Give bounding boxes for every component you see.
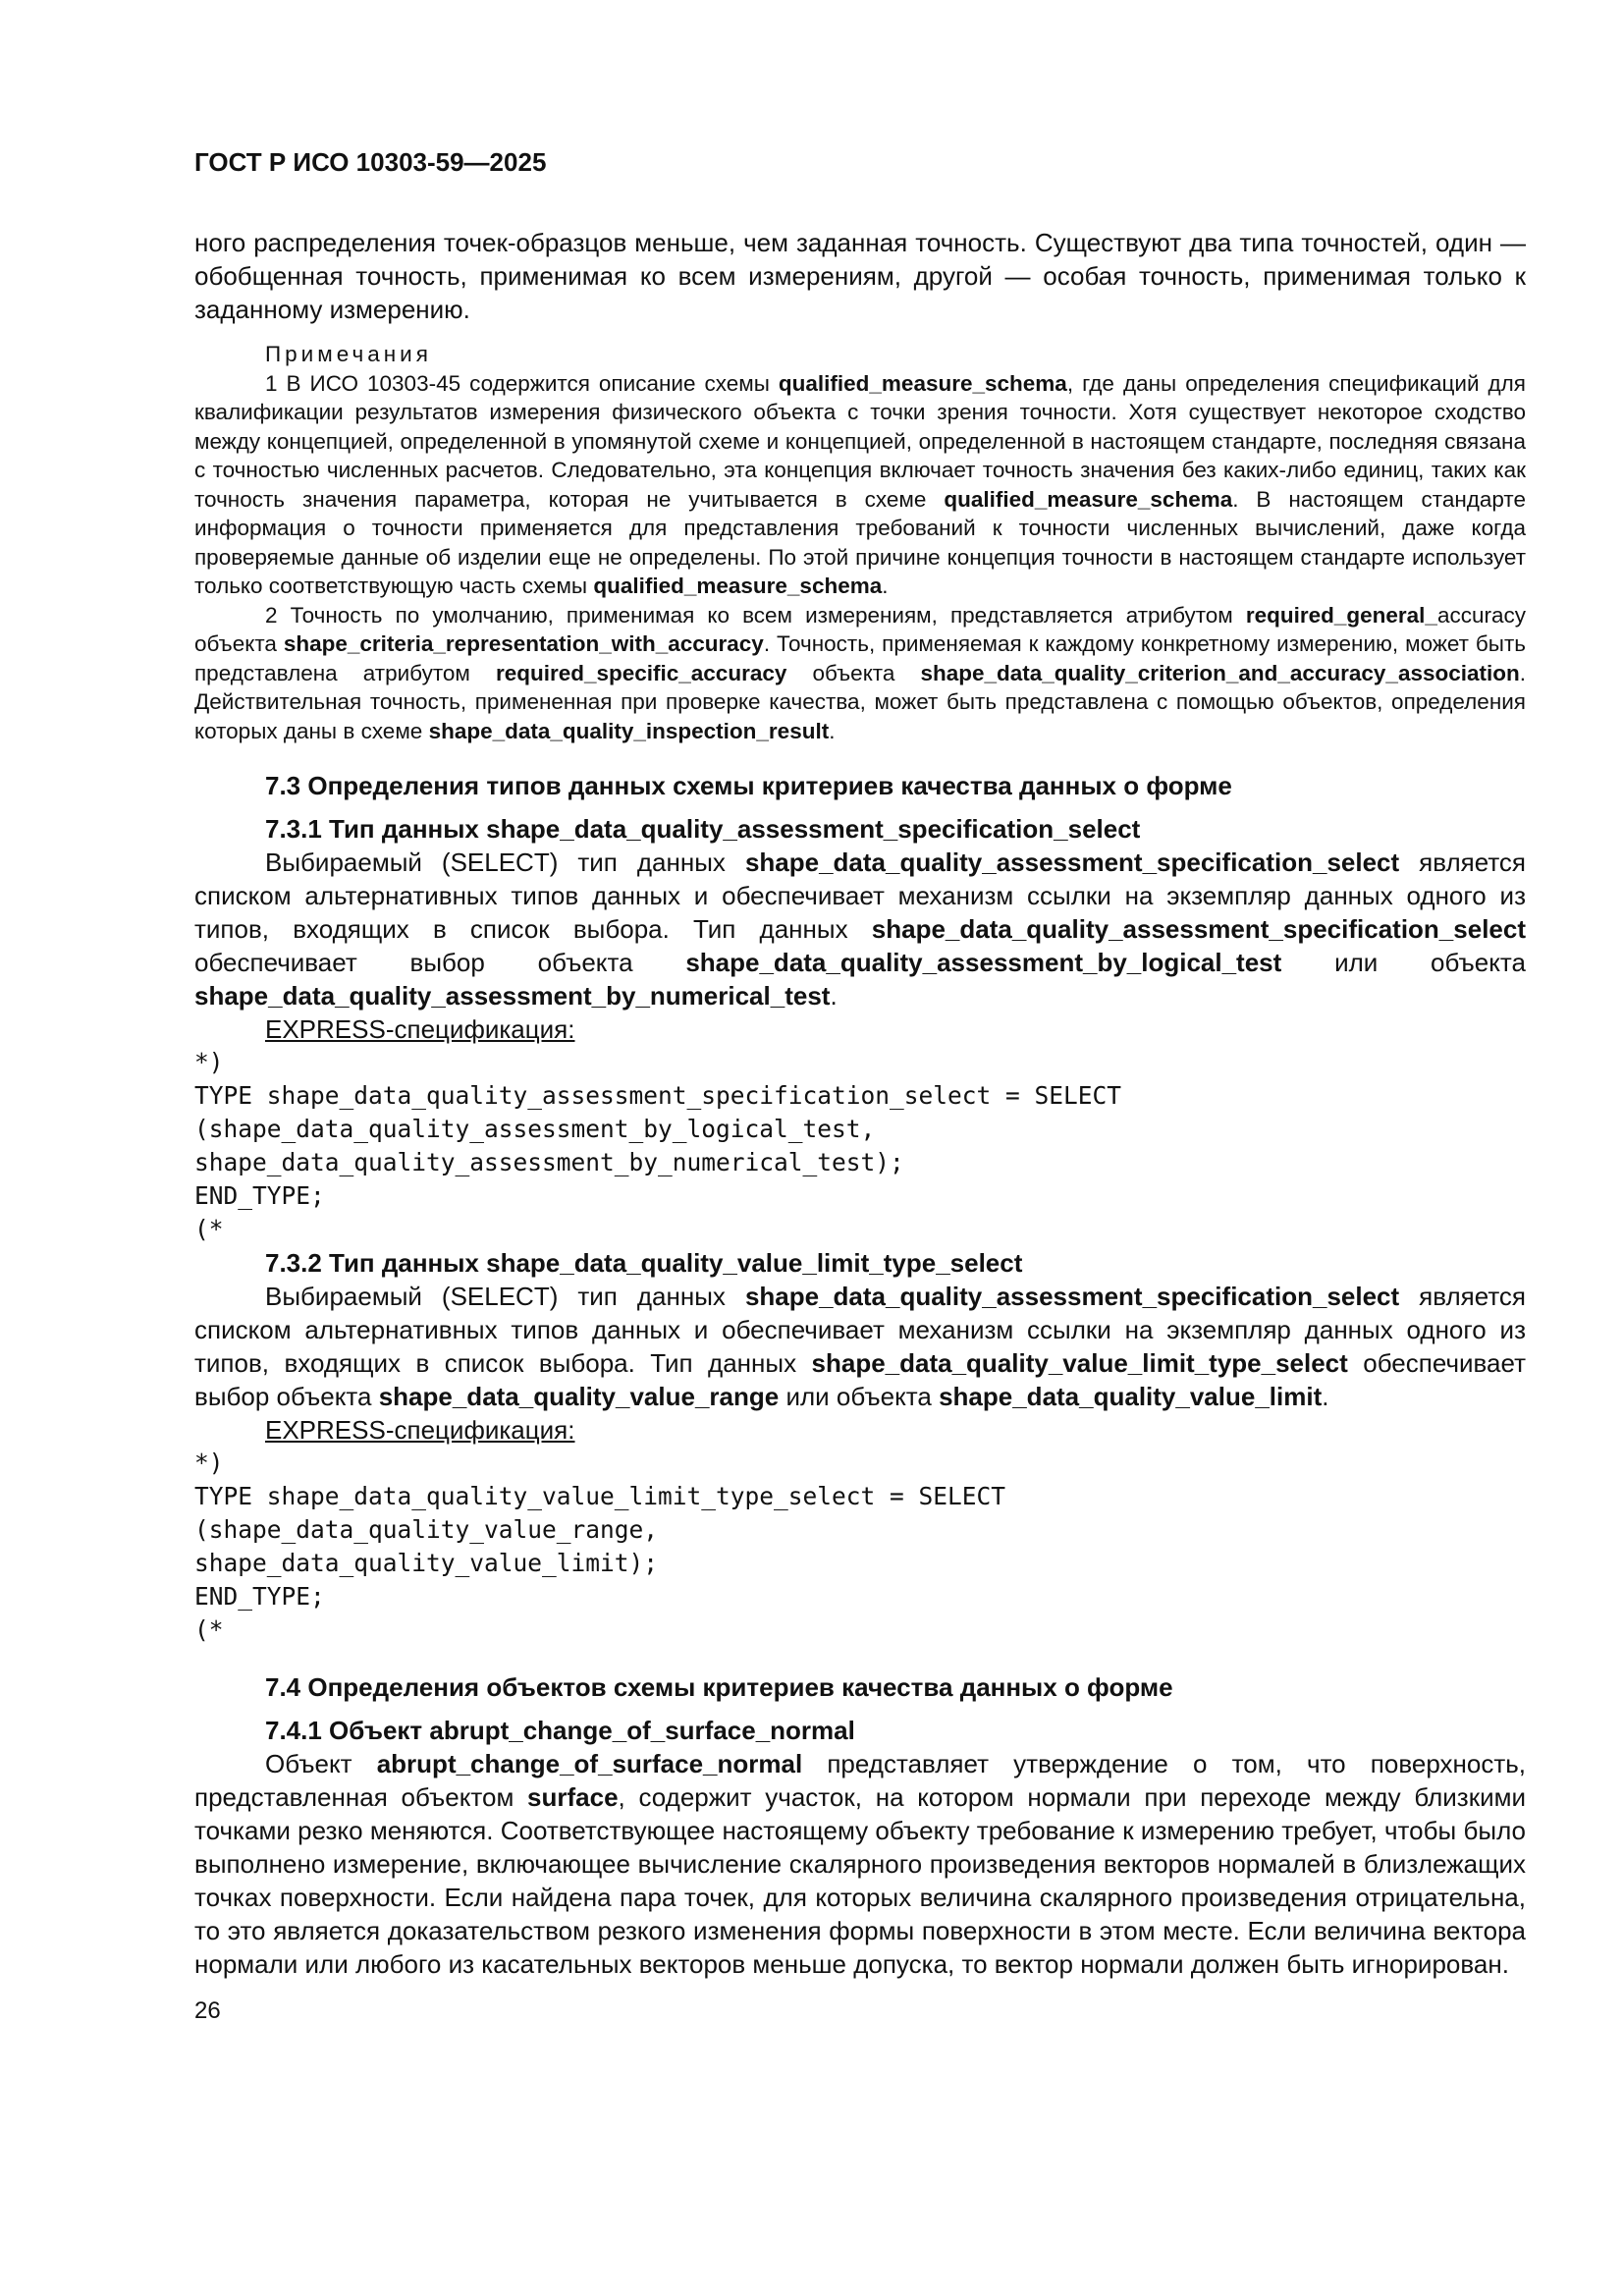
code-line: shape_data_quality_assessment_by_numerical_test); <box>194 1148 904 1176</box>
section-7-3-2-paragraph: Выбираемый (SELECT) тип данных shape_data_quality_assessment_specification_select является списком альтернативных типов данных и обеспечивает механизм ссылки на экземпляр данных одного из типов, входящих в список выбора. Тип данных shape_data_quality_value_limit_type_select обеспечивает выбор объекта shape_data_quality_value_range или объекта shape_data_quality_value_limit. <box>194 1282 1527 1411</box>
section-7-3-2-title: 7.3.2 Тип данных shape_data_quality_value_limit_type_select <box>265 1248 1023 1278</box>
section-7-4-1-title: 7.4.1 Объект abrupt_change_of_surface_normal <box>265 1716 855 1745</box>
note-2: 2 Точность по умолчанию, применимая ко всем измерениям, представляется атрибутом required_general_accuracy объекта shape_criteria_representation_with_accuracy. Точность, применяемая к каждому конкретному измерению, может быть представлена атрибутом required_specific_accuracy объекта shape_data_quality_criterion_and_accuracy_association. Действительная точность, примененная при проверке качества, может быть представлена с помощью объектов, определения которых даны в схеме shape_data_quality_inspection_result. <box>194 602 1526 743</box>
note-1: 1 В ИСО 10303-45 содержится описание схемы qualified_measure_schema, где даны определения спецификаций для квалификации результатов измерения физического объекта с точки зрения точности. Хотя существует некоторое сходство между концепцией, определенной в упомянутой схеме и концепцией, определенной в настоящем стандарте, последняя связана с точностью численных расчетов. Следовательно, эта концепция включает точность значения без каких-либо единиц, таких как точность значения параметра, которая не учитывается в схеме qualified_measure_schema. В настоящем стандарте информация о точности применяется для представления требований к точности численных вычислений, даже когда проверяемые данные об изделии еще не определены. По этой причине концепция точности в настоящем стандарте использует только соответствующую часть схемы qualified_measure_schema. <box>194 370 1526 598</box>
express-spec-label-1: EXPRESS-спецификация: <box>265 1014 575 1044</box>
code-line: shape_data_quality_value_limit); <box>194 1549 659 1577</box>
express-code-block-1 <box>194 1046 1526 1246</box>
code-line: *) <box>194 1048 224 1076</box>
document-page <box>194 147 1526 2028</box>
code-line: *) <box>194 1449 224 1477</box>
section-7-4-1-paragraph: Объект abrupt_change_of_surface_normal представляет утверждение о том, что поверхность, представленная объектом surface, содержит участок, на котором нормали при переходе между близкими точками резко меняются. Соответствующее настоящему объекту требование к измерению требует, чтобы было выполнено измерение, включающее вычисление скалярного произведения векторов нормалей в близлежащих точках поверхности. Если найдена пара точек, для которых величина скалярного произведения отрицательна, то это является доказательством резкого изменения формы поверхности в этом месте. Если величина вектора нормали или любого из касательных векторов меньше допуска, то вектор нормали должен быть игнорирован. <box>194 1749 1526 1979</box>
code-line: (* <box>194 1615 224 1644</box>
code-line: TYPE shape_data_quality_value_limit_type_select = SELECT <box>194 1482 1006 1510</box>
page-number: 26 <box>194 1997 221 2024</box>
express-spec-label-2: EXPRESS-спецификация: <box>265 1415 575 1445</box>
section-7-3-1-title: 7.3.1 Тип данных shape_data_quality_assessment_specification_select <box>265 814 1141 844</box>
code-line: (shape_data_quality_assessment_by_logical_test, <box>194 1115 876 1143</box>
code-line: TYPE shape_data_quality_assessment_specification_select = SELECT <box>194 1081 1122 1110</box>
express-code-block-2 <box>194 1447 1526 1647</box>
running-header: ГОСТ Р ИСО 10303-59—2025 <box>194 147 547 177</box>
intro-paragraph: ного распределения точек-образцов меньше, чем заданная точность. Существуют два типа точностей, один — обобщенная точность, применимая ко всем измерениям, другой — особая точность, применимая только к заданному измерению. <box>194 228 1526 324</box>
notes-block <box>194 340 1526 745</box>
notes-label: Примечания <box>265 342 432 366</box>
section-7-3-title: 7.3 Определения типов данных схемы критериев качества данных о форме <box>265 771 1232 800</box>
code-line: END_TYPE; <box>194 1181 325 1210</box>
section-7-4-title: 7.4 Определения объектов схемы критериев качества данных о форме <box>265 1672 1173 1702</box>
code-line: (* <box>194 1215 224 1243</box>
code-line: (shape_data_quality_value_range, <box>194 1515 659 1544</box>
code-line: END_TYPE; <box>194 1582 325 1611</box>
section-7-3-1-paragraph: Выбираемый (SELECT) тип данных shape_data_quality_assessment_specification_select является списком альтернативных типов данных и обеспечивает механизм ссылки на экземпляр данных одного из типов, входящих в список выбора. Тип данных shape_data_quality_assessment_specification_select обеспечивает выбор объекта shape_data_quality_assessment_by_logical_test или объекта shape_data_quality_assessment_by_numerical_test. <box>194 847 1527 1011</box>
